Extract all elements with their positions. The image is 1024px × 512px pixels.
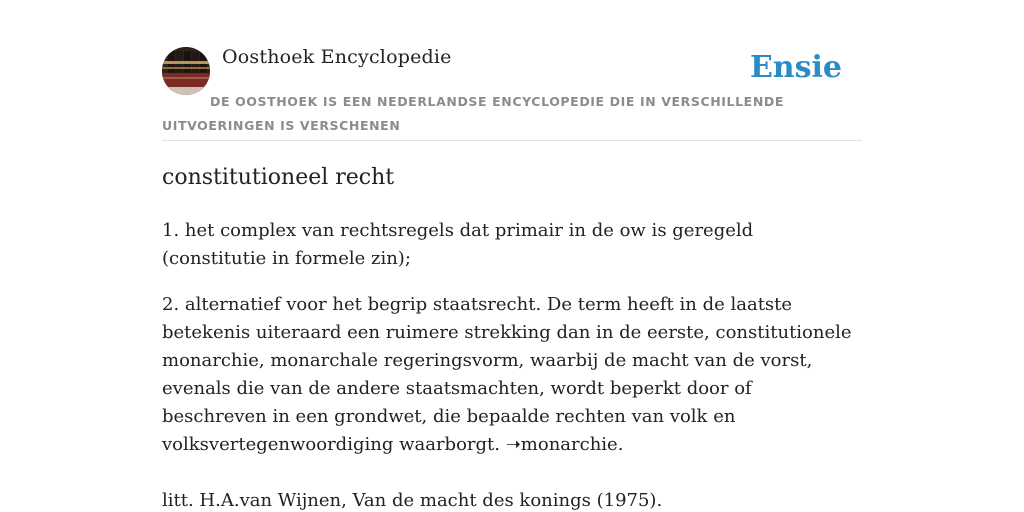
article-paragraph-2: 2. alternatief voor het begrip staatsrecht. De term heeft in de laatste betekenis uiteraard een ruimere strekking dan in de eerste, constitutionele monarchie, monarchale regeringsvorm, waarbij de macht van de vorst, evenals die van de andere staatsmachten, wordt beperkt door of beschreven in een grondwet, die bepaalde rechten van volk en volksvertegenwoordiging waarborgt. ➝monarchie. [162,294,852,455]
books-icon[interactable] [162,47,210,95]
header [162,44,862,141]
brand-logo[interactable]: Ensie [749,50,842,85]
article-title: constitutioneel recht [162,165,395,190]
article-literature: litt. H.A.van Wijnen, Van de macht des konings (1975). [162,490,663,511]
article-paragraph-1: 1. het complex van rechtsregels dat primair in de ow is geregeld (constitutie in formele zin); [162,220,754,269]
site-tagline: DE OOSTHOEK IS EEN NEDERLANDSE ENCYCLOPEDIE DIE IN VERSCHILLENDE UITVOERINGEN IS VERSCHENEN [162,94,784,133]
books-icon-graphic [162,47,210,95]
article [162,160,862,512]
site-name[interactable]: Oosthoek Encyclopedie [222,46,452,68]
